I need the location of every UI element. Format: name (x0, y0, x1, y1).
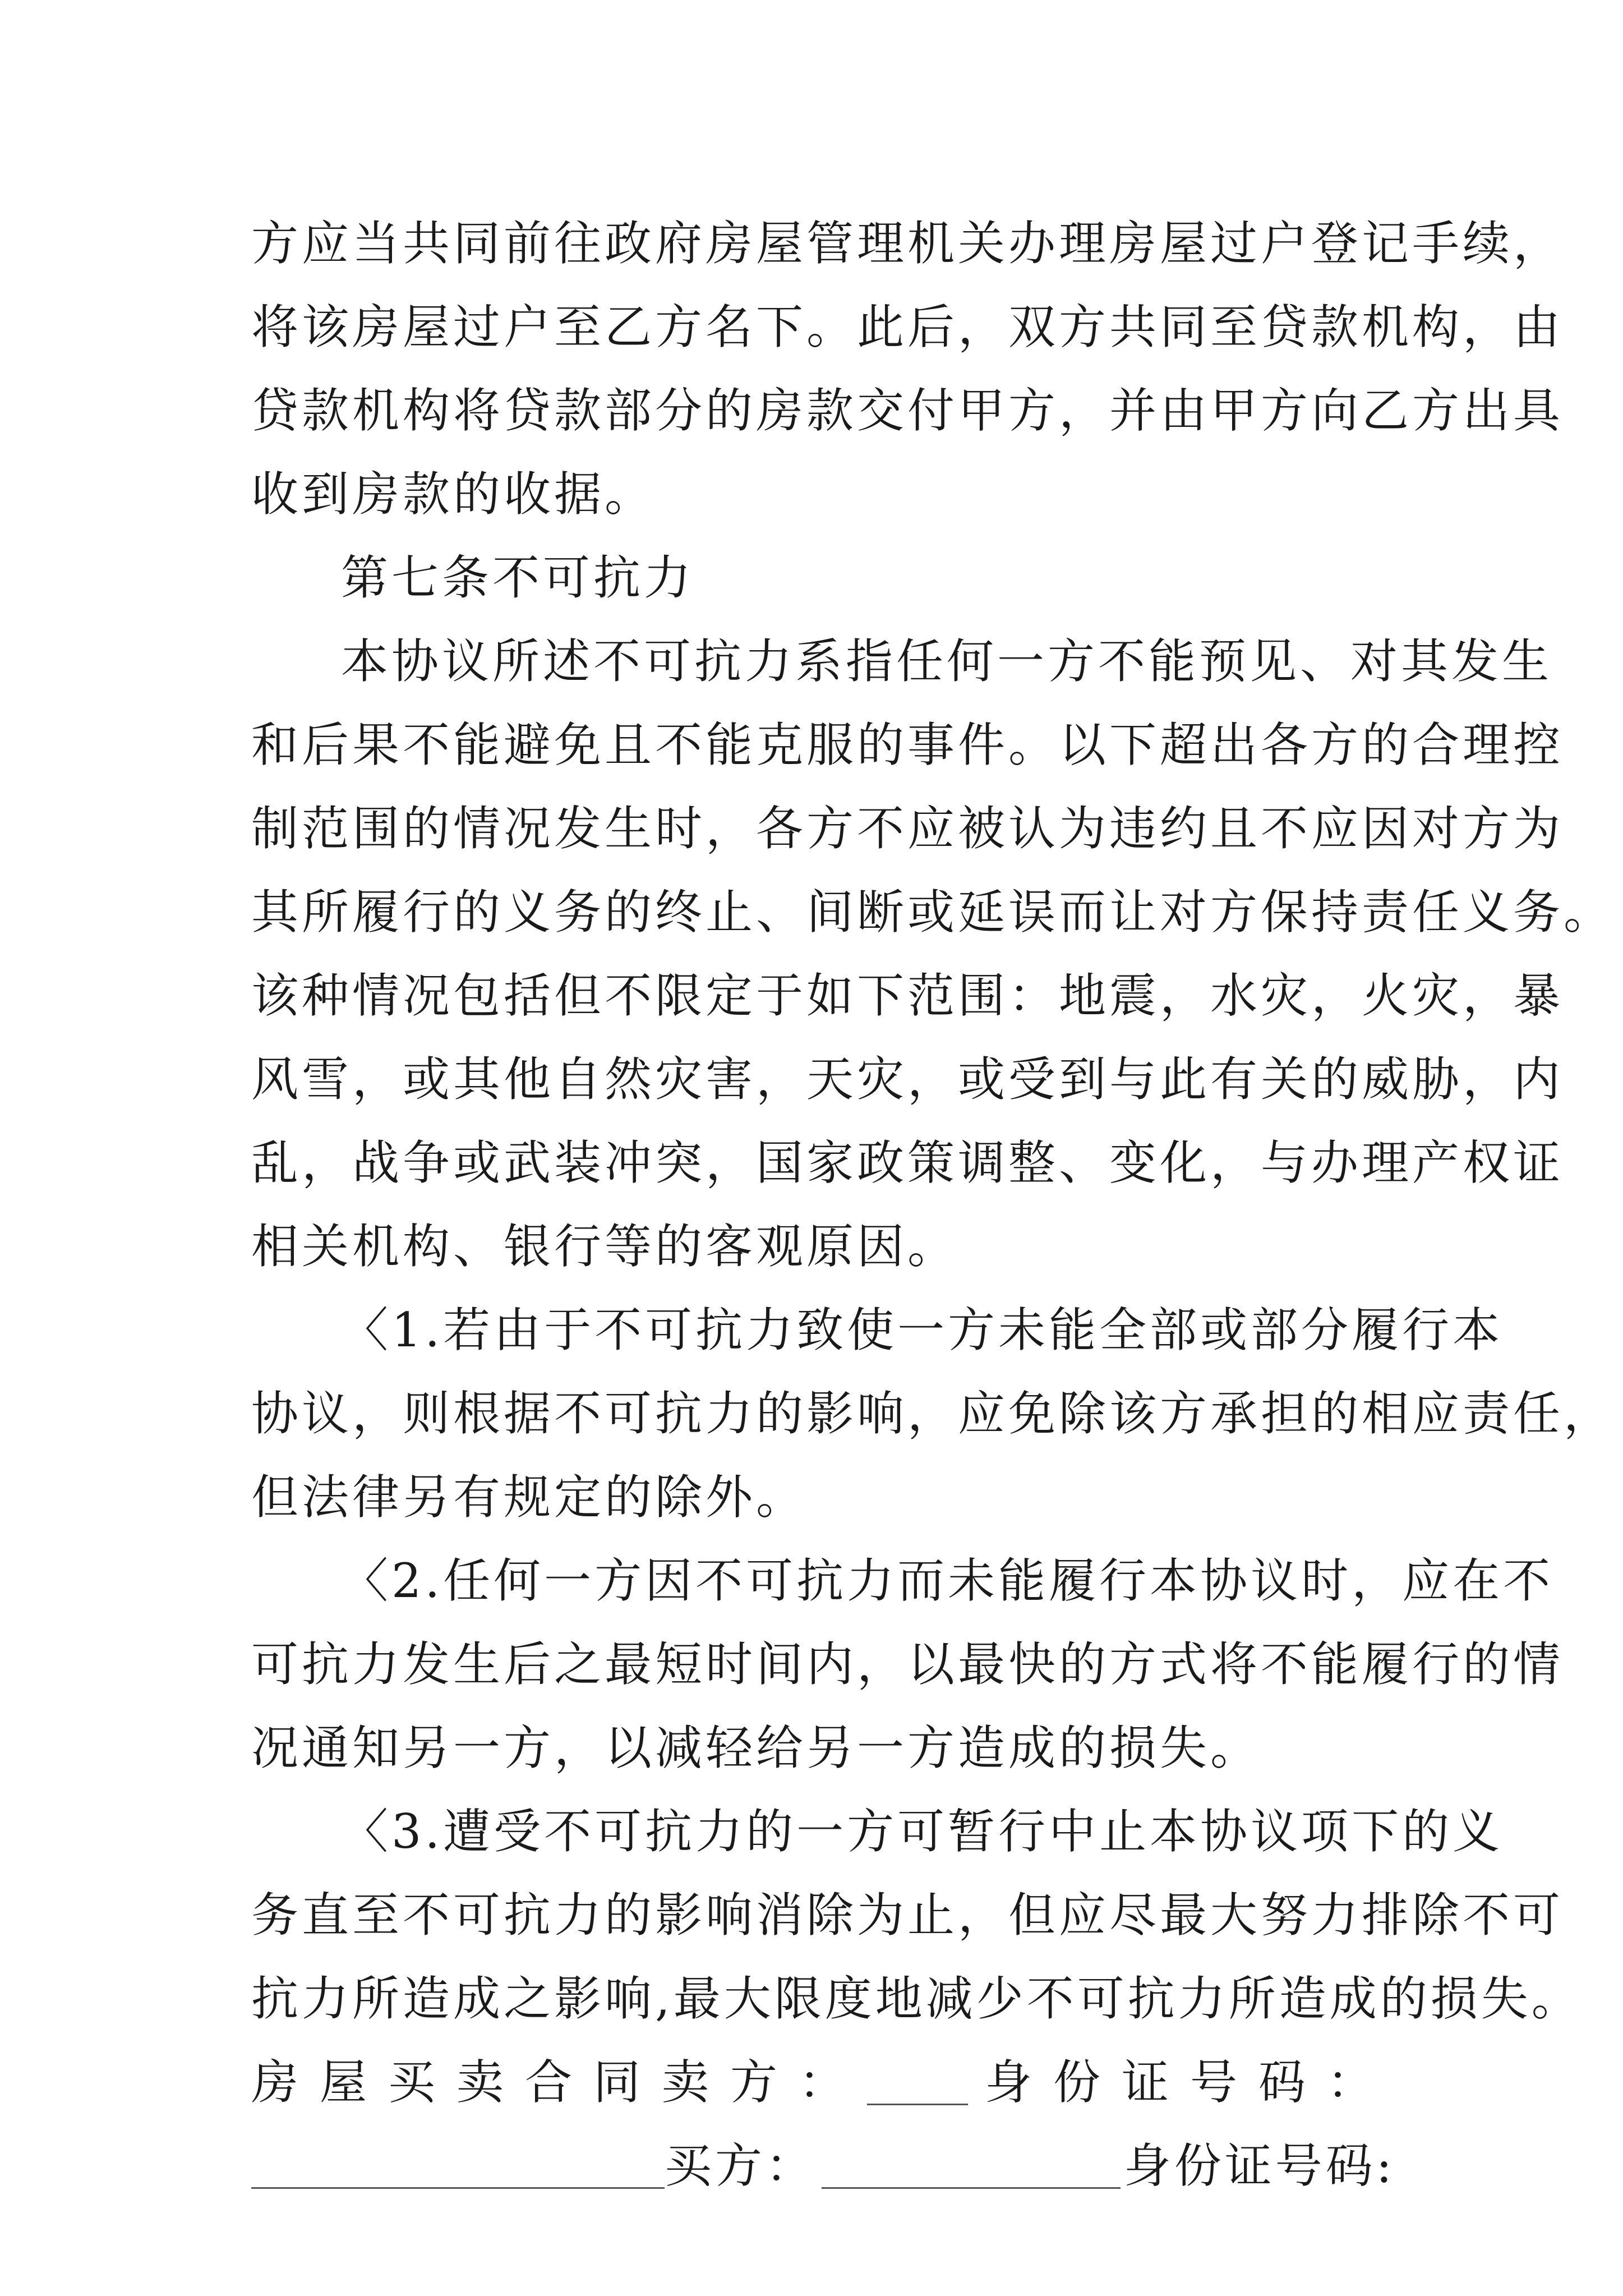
paragraph-line: 乱，战争或武装冲突，国家政策调整、变化，与办理产权证 (251, 1135, 1564, 1190)
list-item-line: 但法律另有规定的除外。 (251, 1470, 807, 1525)
seller-id-label: 身份证号码： (984, 2055, 1395, 2110)
paragraph-line: 制范围的情况发生时，各方不应被认为违约且不应因对方为 (251, 801, 1564, 856)
document-body (251, 202, 1615, 2208)
list-item-line: 务直至不可抗力的影响消除为止，但应尽最大努力排除不可 (251, 1888, 1564, 1943)
list-item-line: 〈3.遭受不可抗力的一方可暂行中止本协议项下的义 (341, 1804, 1504, 1859)
list-item-line: 况通知另一方，以减轻给另一方造成的损失。 (251, 1720, 1261, 1775)
list-item-line: 抗力所造成之影响,最大限度地减少不可抗力所造成的损失。 (251, 1971, 1582, 2026)
seller-id-blank[interactable] (251, 2187, 665, 2189)
buyer-id-label: 身份证号码: (1123, 2138, 1395, 2193)
seller-signature-row (251, 2041, 1395, 2124)
seller-label: 房屋买卖合同卖方： (251, 2055, 868, 2110)
list-item-line: 〈2.任何一方因不可抗力而未能履行本协议时，应在不 (341, 1553, 1554, 1608)
paragraph-line: 收到房款的收据。 (251, 467, 656, 522)
paragraph-line: 其所履行的义务的终止、间断或延误而让对方保持责任义务。 (251, 885, 1615, 940)
list-item-line: 协议，则根据不可抗力的影响，应免除该方承担的相应责任， (251, 1386, 1615, 1441)
paragraph-line: 贷款机构将贷款部分的房款交付甲方，并由甲方向乙方出具 (251, 383, 1564, 438)
buyer-label: 买方： (664, 2138, 816, 2193)
paragraph-line: 和后果不能避免且不能克服的事件。以下超出各方的合理控 (251, 717, 1564, 772)
paragraph-line: 该种情况包括但不限定于如下范围：地震，水灾，火灾，暴 (251, 968, 1564, 1023)
list-item-line: 可抗力发生后之最短时间内，以最快的方式将不能履行的情 (251, 1637, 1564, 1692)
seller-name-blank[interactable] (867, 2104, 968, 2105)
buyer-name-blank[interactable] (822, 2187, 1121, 2189)
paragraph-line: 将该房屋过户至乙方名下。此后，双方共同至贷款机构，由 (251, 300, 1564, 355)
paragraph-line: 风雪，或其他自然灾害，天灾，或受到与此有关的威胁，内 (251, 1052, 1564, 1107)
list-item-line: 〈1.若由于不可抗力致使一方未能全部或部分履行本 (341, 1303, 1504, 1358)
buyer-signature-row (251, 2124, 1395, 2208)
paragraph-line: 相关机构、银行等的客观原因。 (251, 1219, 958, 1274)
paragraph-line: 本协议所述不可抗力系指任何一方不能预见、对其发生 (341, 634, 1553, 689)
article-heading: 第七条不可抗力 (341, 550, 695, 605)
paragraph-line: 方应当共同前往政府房屋管理机关办理房屋过户登记手续， (251, 216, 1564, 271)
